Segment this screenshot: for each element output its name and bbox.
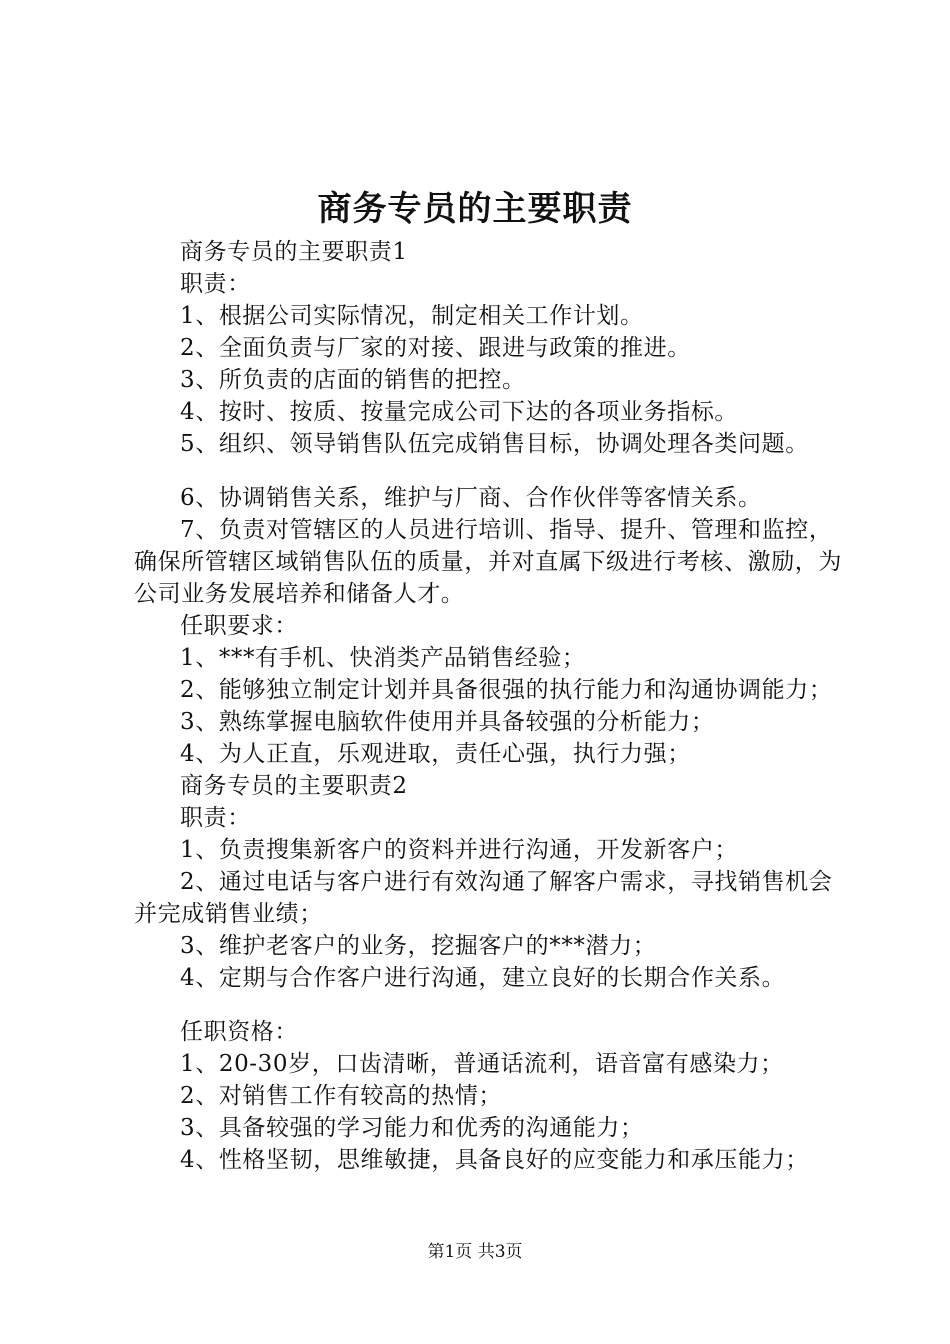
page-number-footer: 第1页 共3页 (427, 1242, 523, 1262)
section2-duty-1: 1、负责搜集新客户的资料并进行沟通，开发新客户； (180, 837, 739, 863)
section2-qualification-4: 4、性格坚韧，思维敏捷，具备良好的应变能力和承压能力； (180, 1147, 809, 1173)
section1-requirement-2: 2、能够独立制定计划并具备很强的执行能力和沟通协调能力； (180, 677, 833, 703)
section2-qualification-1: 1、20-30岁，口齿清晰，普通话流利，语音富有感染力； (180, 1051, 784, 1077)
section2-qualifications-label: 任职资格： (180, 1019, 298, 1045)
section2-heading: 商务专员的主要职责2 (180, 773, 408, 799)
section1-duty-7: 7、负责对管辖区的人员进行培训、指导、提升、管理和监控，确保所管辖区域销售队伍的质量，并对直属下级进行考核、激励，为公司业务发展培养和储备人才。 (134, 517, 842, 607)
section1-requirement-1: 1、***有手机、快消类产品销售经验； (180, 645, 586, 671)
paragraph-gap (134, 460, 854, 482)
document-body (134, 236, 854, 1176)
section1-duty-3: 3、所负责的店面的销售的把控。 (180, 367, 526, 393)
section1-requirements-label: 任职要求： (180, 613, 298, 639)
section2-qualification-2: 2、对销售工作有较高的热情； (180, 1083, 503, 1109)
section2-qualification-3: 3、具备较强的学习能力和优秀的沟通能力； (180, 1115, 644, 1141)
section1-duties-label: 职责： (180, 271, 251, 297)
paragraph-gap (134, 994, 854, 1016)
section1-duty-1: 1、根据公司实际情况，制定相关工作计划。 (180, 303, 644, 329)
document-title: 商务专员的主要职责 (317, 189, 633, 229)
section1-duty-2: 2、全面负责与厂家的对接、跟进与政策的推进。 (180, 335, 691, 361)
section2-duty-3: 3、维护老客户的业务，挖掘客户的***潜力； (180, 933, 657, 959)
section1-duty-5: 5、组织、领导销售队伍完成销售目标，协调处理各类问题。 (180, 431, 809, 457)
section2-duty-4: 4、定期与合作客户进行沟通，建立良好的长期合作关系。 (180, 965, 786, 991)
section1-requirement-3: 3、熟练掌握电脑软件使用并具备较强的分析能力； (180, 709, 715, 735)
section2-duty-2: 2、通过电话与客户进行有效沟通了解客户需求，寻找销售机会并完成销售业绩； (134, 869, 833, 927)
section2-duties-label: 职责： (180, 805, 251, 831)
section1-requirement-4: 4、为人正直，乐观进取，责任心强，执行力强； (180, 741, 691, 767)
section1-duty-6: 6、协调销售关系，维护与厂商、合作伙伴等客情关系。 (180, 485, 762, 511)
section1-heading: 商务专员的主要职责1 (180, 239, 408, 265)
section1-duty-4: 4、按时、按质、按量完成公司下达的各项业务指标。 (180, 399, 739, 425)
